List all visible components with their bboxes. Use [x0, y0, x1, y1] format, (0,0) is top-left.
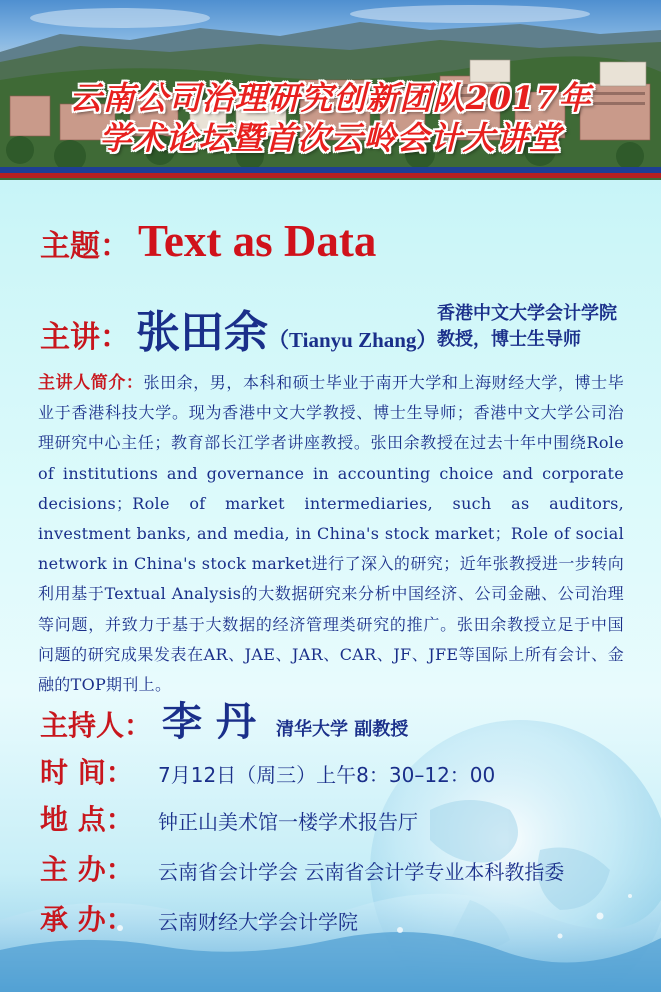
speaker-bio: [38, 368, 624, 700]
topic-label: 主题：: [40, 229, 130, 264]
speaker-english-name: （Tianyu Zhang）: [268, 328, 438, 352]
host-name: 李丹: [162, 698, 271, 745]
banner-title: [0, 78, 661, 158]
topic-row: [40, 215, 376, 267]
speaker-name: 张田余: [136, 307, 268, 358]
time-value: 7月12日（周三）上午8：30–12：00: [158, 763, 496, 787]
banner-title-line-1: 云南公司治理研究创新团队2017年: [69, 79, 592, 117]
organizer-value: 云南省会计学会 云南省会计学专业本科教指委: [158, 860, 565, 884]
venue-label: 地 点：: [40, 803, 134, 836]
time-row: [40, 751, 495, 791]
host-label: 主持人：: [40, 709, 153, 742]
bio-label: 主讲人简介：: [38, 373, 144, 393]
organizer-row: [40, 848, 564, 888]
host-affiliation: 清华大学 副教授: [276, 719, 409, 740]
time-label: 时 间：: [40, 756, 134, 789]
speaker-row: [40, 296, 437, 360]
co-organizer-row: [40, 898, 358, 938]
bio-text: 张田余，男，本科和硕士毕业于南开大学和上海财经大学，博士毕业于香港科技大学。现为香港中文大学教授、博士生导师；香港中文大学公司治理研究中心主任；教育部长江学者讲座教授。张田余教授在过去十年中围绕Role of institutions and governance in accounting choice and corporate decisions；Role of market intermediaries, such as auditors, investment banks, and media, in China's stock market；Role of social network in China's stock market进行了深入的研究；近年张教授进一步转向利用基于Textual Analysis的大数据研究来分析中国经济、公司金融、公司治理等问题，并致力于基于大数据的经济管理类研究的推广。张田余教授立足于中国问题的研究成果发表在AR、JAE、JAR、CAR、JF、JFE等国际上所有会计、金融的TOP期刊上。: [38, 373, 624, 695]
co-organizer-label: 承 办：: [40, 903, 134, 936]
speaker-affiliation-line-2: 教授，博士生导师: [437, 329, 581, 350]
speaker-affiliation-line-1: 香港中文大学会计学院: [437, 303, 617, 324]
venue-value: 钟正山美术馆一楼学术报告厅: [158, 810, 418, 834]
banner-title-line-2: 学术论坛暨首次云岭会计大讲堂: [99, 119, 562, 157]
co-organizer-value: 云南财经大学会计学院: [158, 910, 358, 934]
speaker-label: 主讲：: [40, 320, 130, 355]
banner-red-stripe: [0, 173, 661, 178]
organizer-label: 主 办：: [40, 853, 134, 886]
banner-photo: [0, 0, 661, 180]
host-row: [40, 690, 408, 747]
topic-value: Text as Data: [138, 216, 377, 266]
venue-row: [40, 798, 418, 838]
